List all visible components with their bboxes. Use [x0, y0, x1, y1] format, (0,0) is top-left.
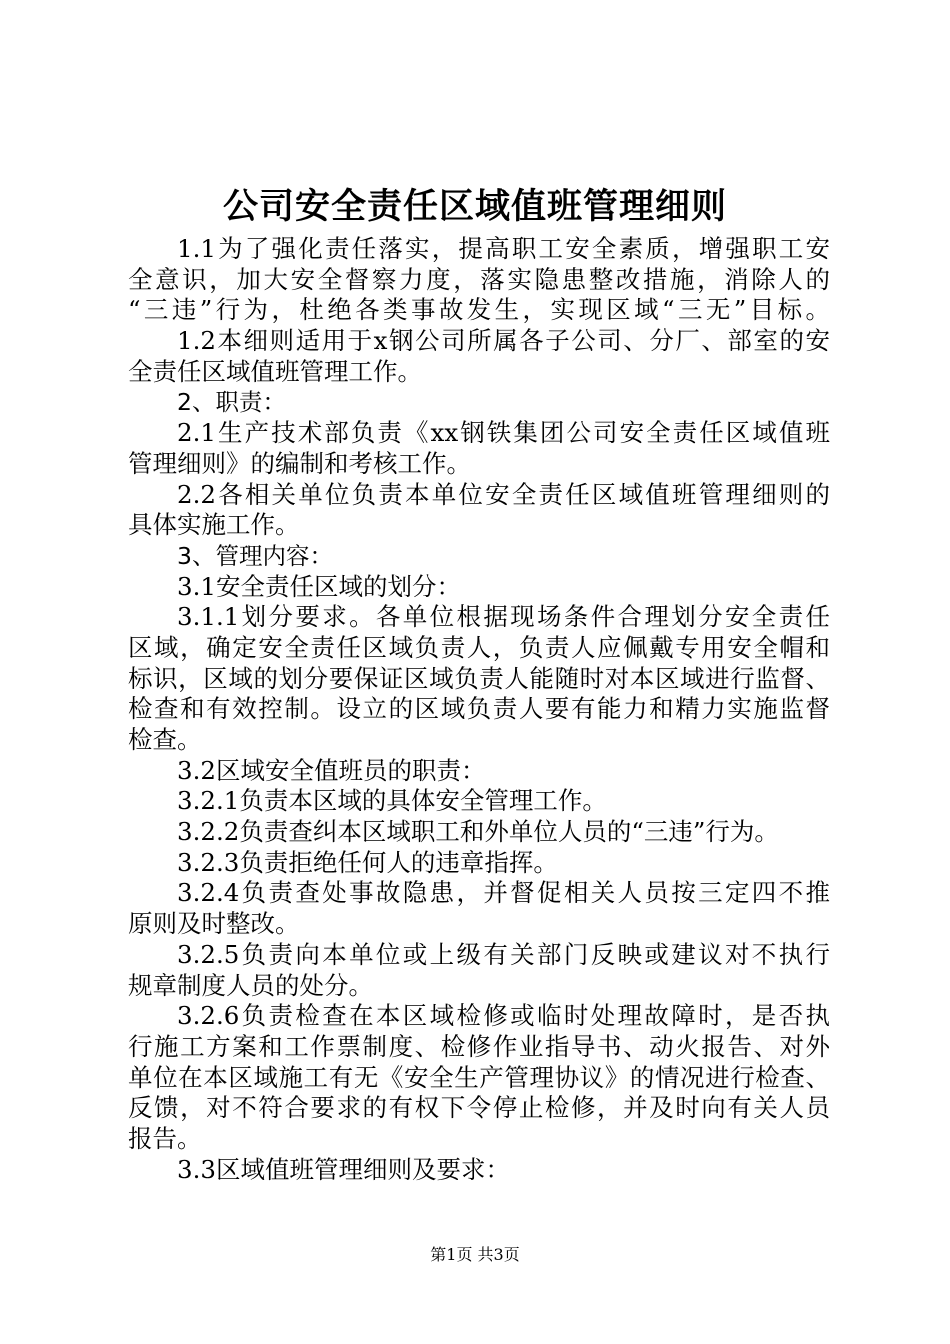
document-title: 公司安全责任区域值班管理细则 — [222, 187, 727, 227]
body-line: 检查和有效控制。设立的区域负责人要有能力和精力实施监督 — [128, 694, 830, 724]
body-line: 规章制度人员的处分。 — [128, 970, 373, 1000]
body-line: 行施工方案和工作票制度、检修作业指导书、动火报告、对外 — [128, 1031, 830, 1061]
body-line: 反馈，对不符合要求的有权下令停止检修，并及时向有关人员 — [128, 1093, 830, 1123]
body-line: 1.1为了强化责任落实，提高职工安全素质，增强职工安 — [177, 234, 830, 263]
body-line: 3.2.5负责向本单位或上级有关部门反映或建议对不执行 — [177, 939, 830, 969]
body-line: 原则及时整改。 — [128, 909, 300, 939]
body-line: 具体实施工作。 — [128, 510, 300, 540]
body-line: 2.1生产技术部负责《xx钢铁集团公司安全责任区域值班 — [177, 418, 830, 448]
body-line: 管理细则》的编制和考核工作。 — [128, 448, 471, 478]
body-line: 全责任区域值班管理工作。 — [128, 356, 422, 386]
body-line: 3.1安全责任区域的划分： — [177, 571, 461, 601]
body-line: 全意识，加大安全督察力度，落实隐患整改措施，消除人的 — [128, 264, 830, 294]
body-line: 3.2.1负责本区域的具体安全管理工作。 — [177, 786, 607, 816]
body-line: 3.3区域值班管理细则及要求： — [177, 1154, 510, 1184]
body-line: 1.2本细则适用于x钢公司所属各子公司、分厂、部室的安 — [177, 326, 830, 356]
body-line: 3.2区域安全值班员的职责： — [177, 755, 486, 785]
document-body — [128, 234, 830, 1185]
body-line: 单位在本区域施工有无《安全生产管理协议》的情况进行检查、 — [128, 1062, 830, 1092]
body-line: 3.1.1划分要求。各单位根据现场条件合理划分安全责任 — [177, 602, 830, 632]
body-line: 报告。 — [128, 1123, 202, 1153]
body-line: 检查。 — [128, 725, 202, 754]
body-line: 2.2各相关单位负责本单位安全责任区域值班管理细则的 — [177, 479, 830, 509]
section-heading: 3、管理内容： — [177, 541, 333, 570]
body-line: 3.2.3负责拒绝任何人的违章指挥。 — [177, 847, 558, 877]
body-line: 3.2.2负责查纠本区域职工和外单位人员的“三违”行为。 — [177, 817, 779, 847]
body-line: 3.2.6负责检查在本区域检修或临时处理故障时，是否执 — [177, 1001, 830, 1031]
body-line: 标识，区域的划分要保证区域负责人能随时对本区域进行监督、 — [128, 663, 830, 693]
body-line: 3.2.4负责查处事故隐患，并督促相关人员按三定四不推 — [177, 878, 830, 908]
page-number-footer: 第1页 共3页 — [430, 1245, 520, 1264]
body-line: 区域，确定安全责任区域负责人，负责人应佩戴专用安全帽和 — [128, 632, 830, 662]
body-line: “三违”行为，杜绝各类事故发生，实现区域“三无”目标。 — [128, 295, 830, 325]
section-heading: 2、职责： — [177, 388, 286, 417]
